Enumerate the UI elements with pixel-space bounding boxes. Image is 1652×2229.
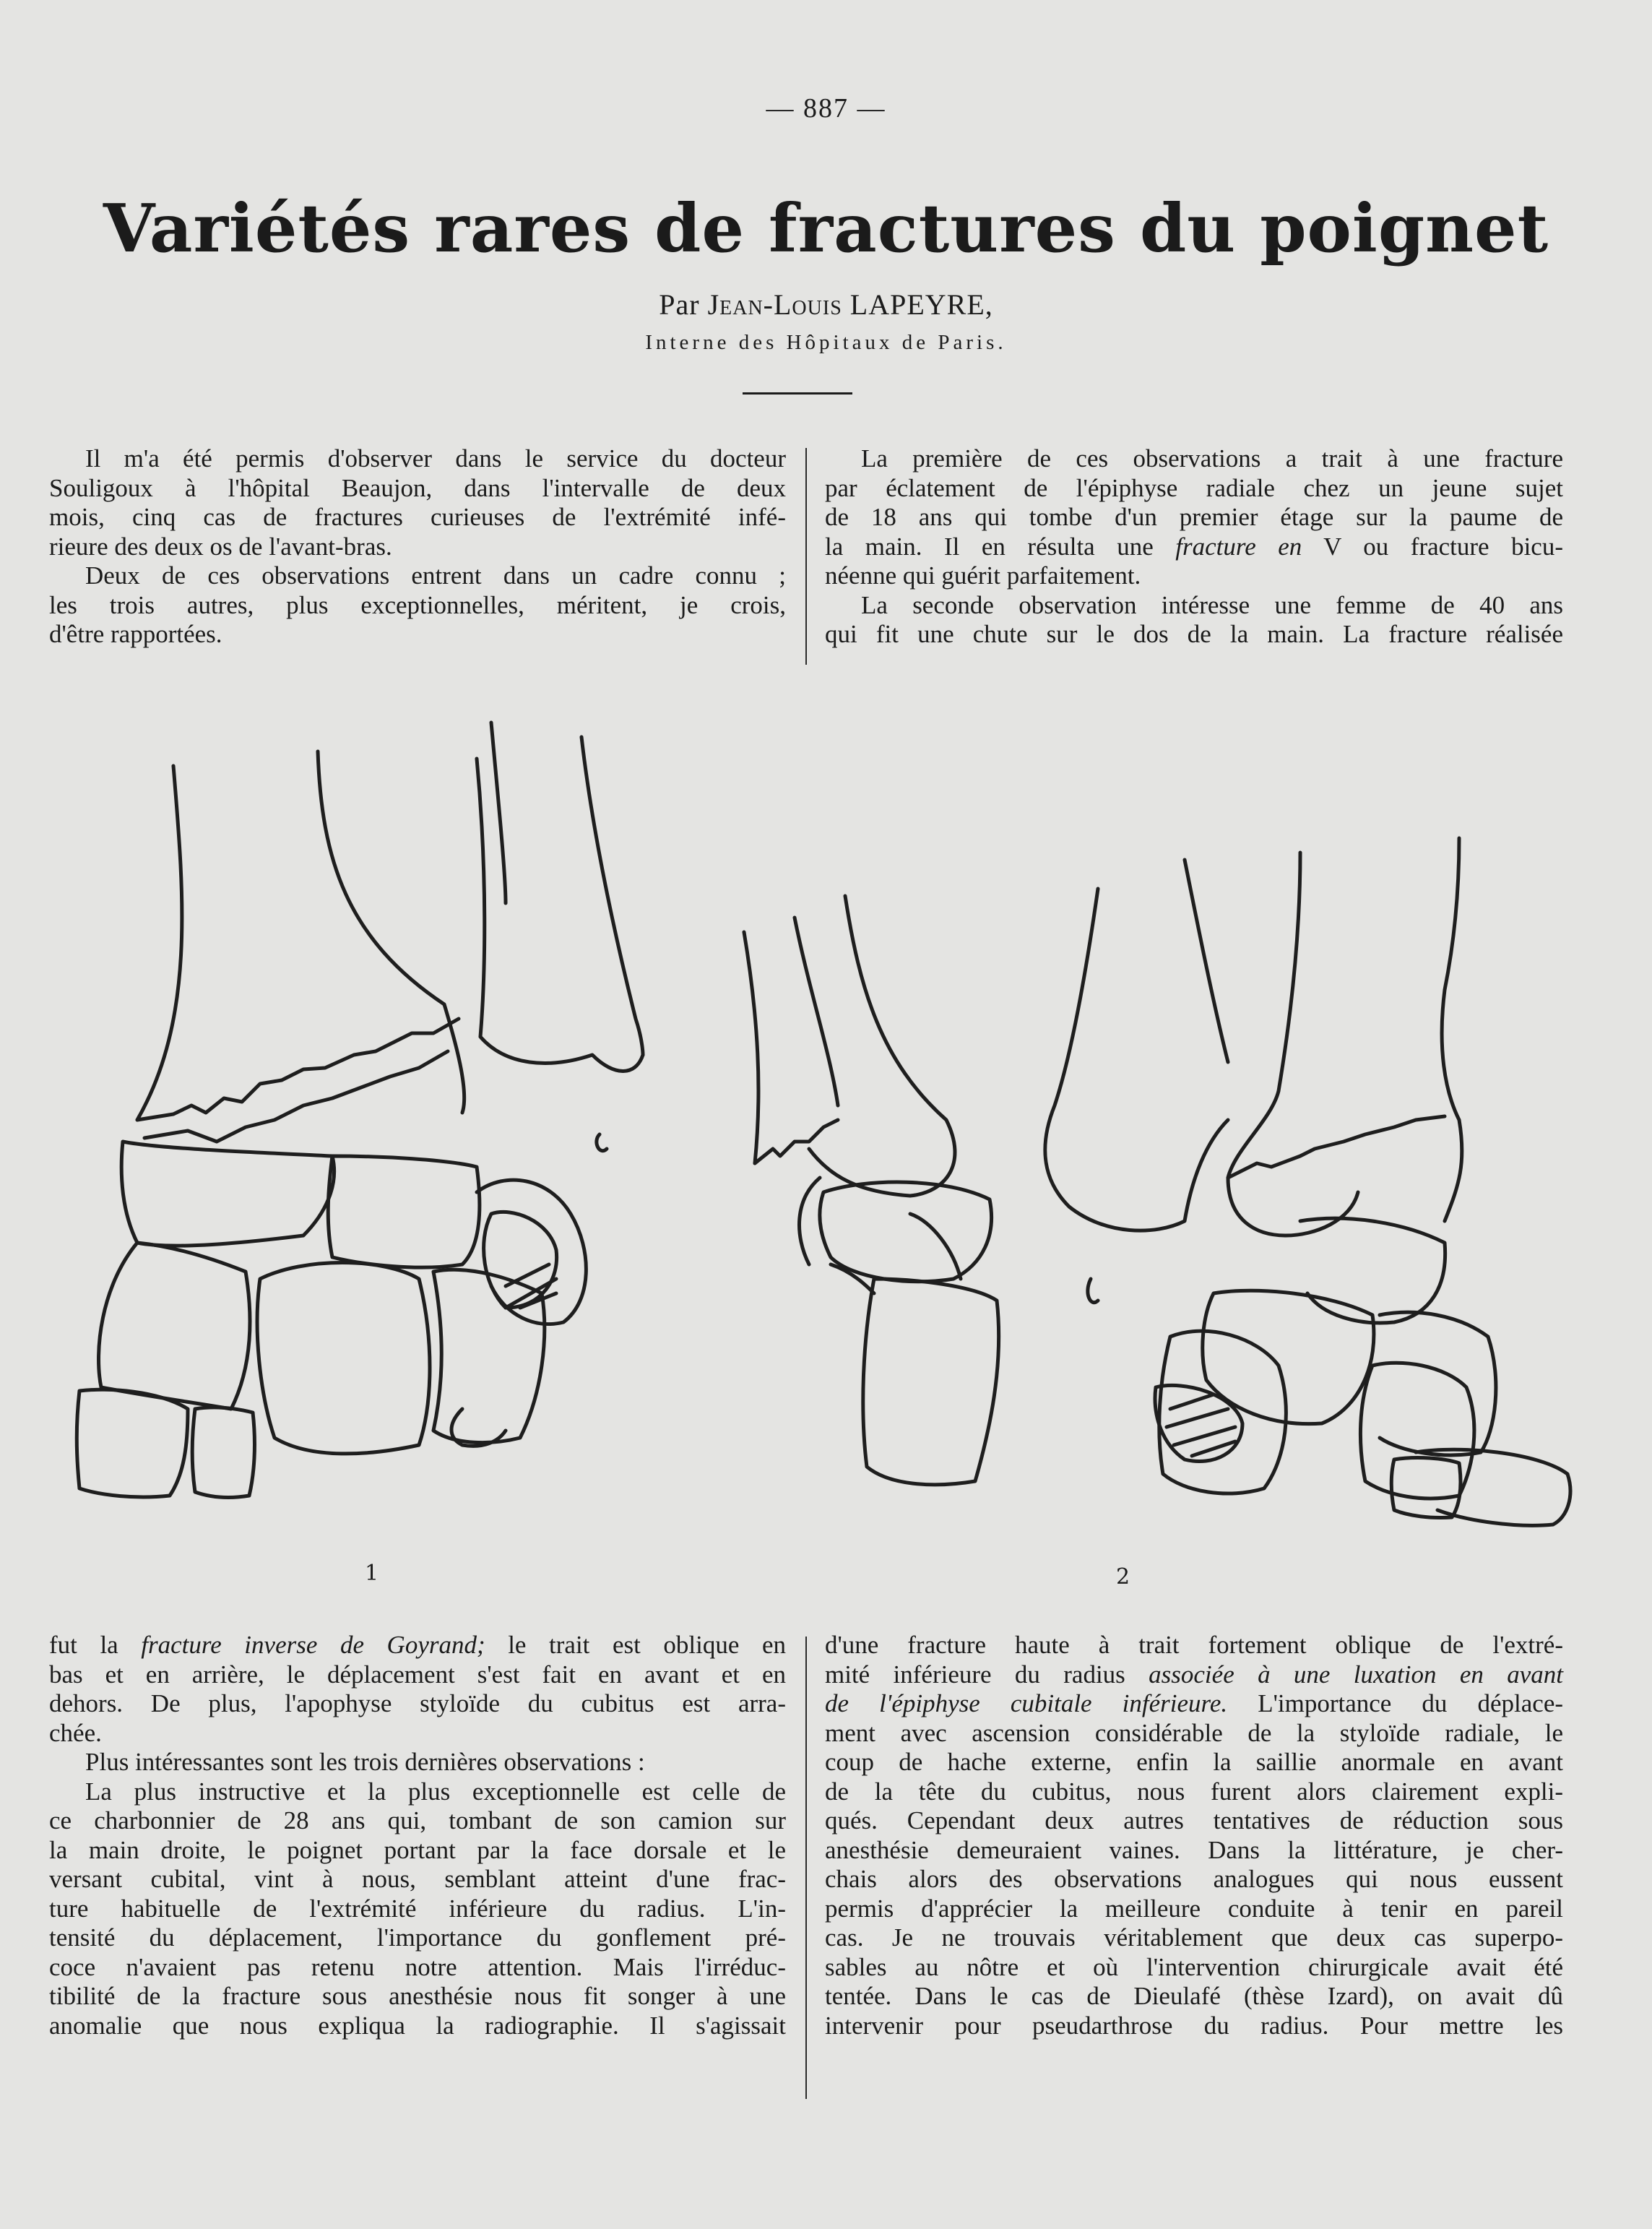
column-bottom-right	[825, 1631, 1563, 2040]
text-line: d'être rapportées.	[49, 620, 222, 648]
figure-label-1: 1	[365, 1561, 379, 1586]
author-name: Jean-Louis LAPEYRE,	[707, 288, 993, 321]
figure-label-2: 2	[1116, 1564, 1130, 1590]
text-line: néenne qui guérit parfaitement.	[825, 561, 1141, 590]
paragraph	[825, 1631, 1563, 2040]
text-line: Il m'a été permis d'observer dans le service du docteur	[85, 444, 786, 473]
text-line: cas. Je ne trouvais véritablement que deux cas superpo-	[825, 1923, 1563, 1952]
article-title: Variétés rares de fractures du poignet	[103, 189, 1549, 267]
column-divider	[805, 448, 807, 665]
text-line: chais alors des observations analogues qui nous eussent	[825, 1865, 1563, 1893]
text-line: de la tête du cubitus, nous furent alors clairement expli-	[825, 1777, 1563, 1806]
text-line: coce n'avaient pas retenu notre attention. Mais l'irréduc-	[49, 1952, 786, 1981]
text-line: Souligoux à l'hôpital Beaujon, dans l'intervalle de deux	[49, 473, 786, 502]
fracture-drawings	[43, 715, 1611, 1604]
column-bottom-left	[49, 1631, 786, 2040]
text-line: La plus instructive et la plus exceptionnelle est celle de	[85, 1777, 786, 1806]
text-line: anomalie que nous expliqua la radiographie. Il s'agissait	[49, 2011, 786, 2040]
paragraph	[49, 561, 786, 650]
text-line: qui fit une chute sur le dos de la main. La fracture réalisée	[825, 620, 1563, 648]
text-line: ment avec ascension considérable de la styloïde radiale, le	[825, 1718, 1563, 1747]
text-line: intervenir pour pseudarthrose du radius. Pour mettre les	[825, 2011, 1563, 2040]
text-line: La première de ces observations a trait à une fracture	[861, 444, 1563, 473]
byline	[0, 288, 1652, 322]
text-line: Deux de ces observations entrent dans un cadre connu ;	[85, 561, 786, 590]
paragraph	[49, 1777, 786, 2041]
text-line: de 18 ans qui tombe d'un premier étage sur la paume de	[825, 503, 1563, 531]
text-line: fut la fracture inverse de Goyrand; le trait est oblique en	[49, 1631, 786, 1659]
italic-term: fracture inverse de Goyrand;	[141, 1631, 485, 1659]
text-line: sables au nôtre et où l'intervention chirurgicale avait été	[825, 1952, 1563, 1981]
text-line: qués. Cependant deux autres tentatives de réduction sous	[825, 1806, 1563, 1834]
text-line: coup de hache externe, enfin la saillie anormale en avant	[825, 1748, 1563, 1776]
text-line: permis d'apprécier la meilleure conduite à tenir en pareil	[825, 1894, 1563, 1923]
text-line: la main. Il en résulta une fracture en V ou fracture bicu-	[825, 532, 1563, 561]
text-line: anesthésie demeuraient vaines. Dans la littérature, je cher-	[825, 1835, 1563, 1864]
paragraph	[49, 1748, 786, 1777]
text-line: bas et en arrière, le déplacement s'est fait en avant et en	[49, 1660, 786, 1689]
text-line: tentée. Dans le cas de Dieulafé (thèse Izard), on avait dû	[825, 1982, 1563, 2010]
text-line: chée.	[49, 1718, 102, 1747]
page-number: — 887 —	[766, 93, 886, 124]
text-line: La seconde observation intéresse une femme de 40 ans	[861, 590, 1563, 619]
text-line: versant cubital, vint à nous, semblant atteint d'une frac-	[49, 1865, 786, 1893]
italic-term: de l'épiphyse cubitale inférieure.	[825, 1689, 1228, 1717]
text-line: ture habituelle de l'extrémité inférieure du radius. L'in-	[49, 1894, 786, 1923]
text-line: mois, cinq cas de fractures curieuses de l'extrémité infé-	[49, 503, 786, 531]
italic-term: fracture en	[1175, 532, 1302, 561]
paragraph	[825, 444, 1563, 591]
column-top-right	[825, 444, 1563, 650]
text-line: d'une fracture haute à trait fortement oblique de l'extré-	[825, 1631, 1563, 1659]
italic-term: associée à une luxation en avant	[1149, 1660, 1563, 1689]
text-line: la main droite, le poignet portant par la face dorsale et le	[49, 1835, 786, 1864]
drawing-2	[744, 838, 1570, 1525]
paragraph	[49, 444, 786, 561]
text-line: par éclatement de l'épiphyse radiale chez un jeune sujet	[825, 473, 1563, 502]
byline-prefix: Par	[659, 288, 708, 321]
paragraph	[825, 591, 1563, 650]
column-top-left	[49, 444, 786, 650]
text-line: dehors. De plus, l'apophyse styloïde du cubitus est arra-	[49, 1689, 786, 1717]
text-line: Plus intéressantes sont les trois dernières observations :	[85, 1748, 645, 1776]
text-line: les trois autres, plus exceptionnelles, méritent, je crois,	[49, 590, 786, 619]
text-line: de l'épiphyse cubitale inférieure. L'importance du déplace-	[825, 1689, 1564, 1717]
text-line: ce charbonnier de 28 ans qui, tombant de son camion sur	[49, 1806, 786, 1834]
text-line: rieure des deux os de l'avant-bras.	[49, 532, 392, 561]
column-divider	[805, 1637, 807, 2099]
paragraph	[49, 1631, 786, 1748]
text-line: tensité du déplacement, l'importance du gonflement pré-	[49, 1923, 786, 1952]
wrist-fracture-figure	[43, 715, 1611, 1604]
author-affiliation: Interne des Hôpitaux de Paris.	[645, 331, 1007, 354]
title-rule	[743, 392, 852, 395]
text-line: mité inférieure du radius associée à une luxation en avant	[825, 1660, 1563, 1689]
drawing-1	[77, 723, 643, 1497]
text-line: tibilité de la fracture sous anesthésie nous fit songer à une	[49, 1982, 786, 2010]
